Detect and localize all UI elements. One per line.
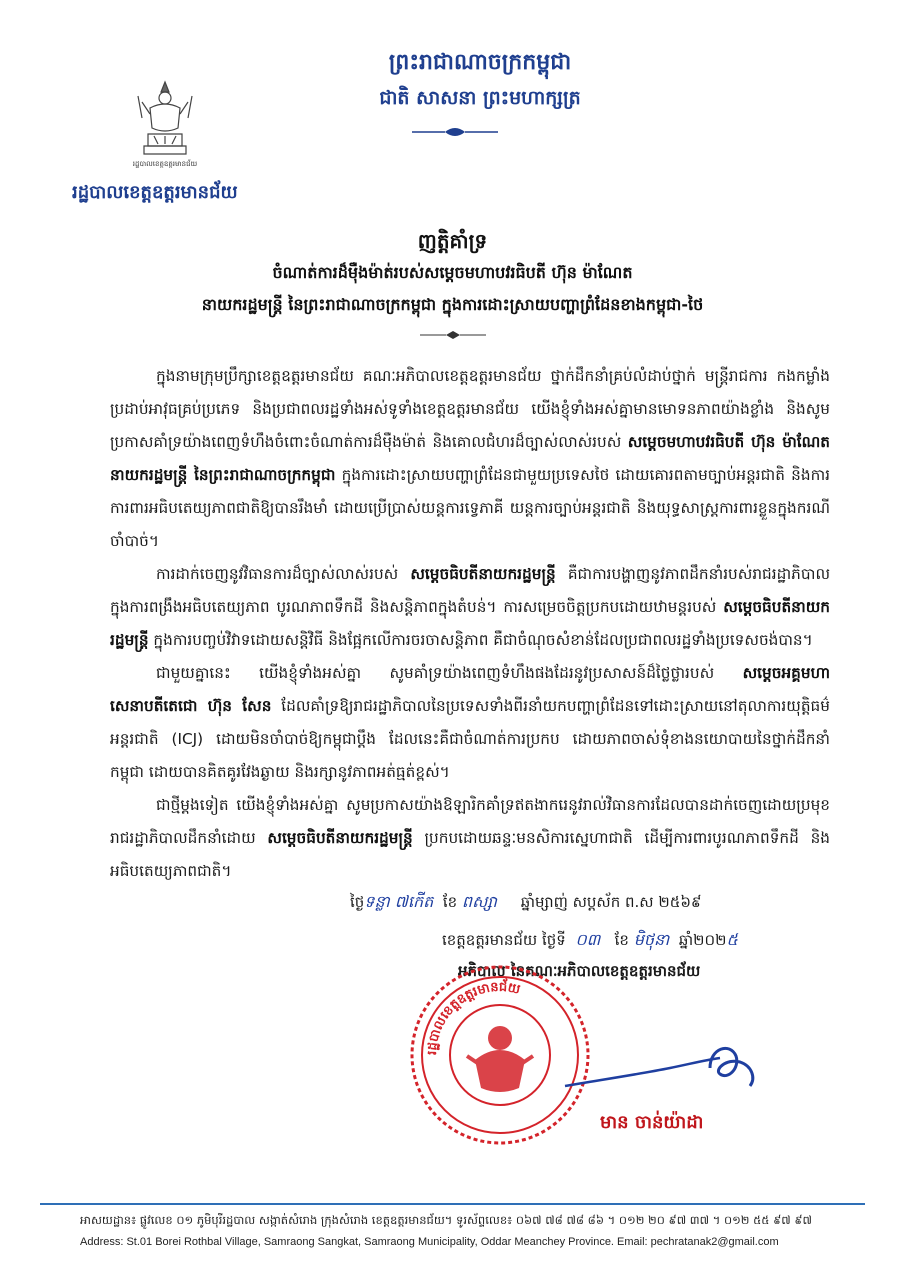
handwritten-day: ០៣ xyxy=(575,930,601,949)
handwritten-year-digit: ៥ xyxy=(726,930,738,949)
pm-title-emphasis: សម្ដេចធិបតីនាយករដ្ឋមន្ត្រី xyxy=(267,829,413,847)
signer-name: មាន ចាន់យ៉ាដា xyxy=(600,1112,704,1133)
solar-date: ខេត្តឧត្តរមានជ័យ ថ្ងៃទី ០៣ ខែ មិថុនា ឆ្នាំ២០២៥ xyxy=(442,930,738,949)
handwritten-lunar-month: ពស្សា xyxy=(461,892,497,911)
paragraph-1: ក្នុងនាមក្រុមប្រឹក្សាខេត្តឧត្តរមានជ័យ គណៈអភិបាលខេត្តឧត្តរមានជ័យ ថ្នាក់ដឹកនាំគ្រប់លំដាប់ថ្នាក់ មន្ត្រីរាជការ កងកម្លាំងប្រដាប់អាវុធគ្រប់ប្រភេទ និងប្រជាពលរដ្ឋទាំងអស់ទូទាំងខេត្តឧត្តរមានជ័យ យើងខ្ញុំទាំងអស់គ្នាមានមោទនភាពយ៉ាងខ្លាំង និងសូមប្រកាសគាំទ្រយ៉ាងពេញទំហឹងចំពោះចំណាត់ការដ៏ម៉ឺងម៉ាត់ និងគោលជំហរដ៏ច្បាស់លាស់របស់ សម្ដេចមហាបវរធិបតី ហ៊ុន ម៉ាណែត នាយករដ្ឋមន្ត្រី នៃព្រះរាជាណាចក្រកម្ពុជា ក្នុងការដោះស្រាយបញ្ហាព្រំដែនជាមួយប្រទេសថៃ ដោយគោរពតាមច្បាប់អន្តរជាតិ និងការការពារអធិបតេយ្យភាពជាតិឱ្យបានរឹងមាំ ដោយប្រើប្រាស់យន្តការទ្វេភាគី យន្តការច្បាប់អន្តរជាតិ និងយុទ្ធសាស្ត្រការពារខ្លួនក្នុងករណីចាំបាច់។ xyxy=(110,367,830,550)
pm-title-emphasis: សម្ដេចធិបតីនាយករដ្ឋមន្ត្រី xyxy=(410,565,556,583)
royal-emblem-icon xyxy=(128,78,202,162)
signer-title: អភិបាល នៃគណៈអភិបាលខេត្តឧត្តរមានជ័យ xyxy=(458,962,701,980)
footer-divider xyxy=(40,1203,865,1205)
national-motto: ជាតិ សាសនា ព្រះមហាក្សត្រ xyxy=(379,87,581,109)
document-body xyxy=(110,360,830,888)
seal-text: រដ្ឋបាលខេត្តឧត្តរមានជ័យ xyxy=(424,979,522,1056)
document-subtitle-line2: នាយករដ្ឋមន្ត្រី នៃព្រះរាជាណាចក្រកម្ពុជា ក្នុងការដោះស្រាយបញ្ហាព្រំដែនខាងកម្ពុជា-ថៃ xyxy=(201,295,704,314)
lunar-date: ថ្ងៃទន្លា ៧កើត ខែ ពស្សា ឆ្នាំម្សាញ់ សប្តស័ក ព.ស ២៥៦៩ xyxy=(350,892,702,911)
handwritten-lunar-day: ទន្លា ៧កើត xyxy=(364,892,434,911)
paragraph-3: ជាមួយគ្នានេះ យើងខ្ញុំទាំងអស់គ្នា សូមគាំទ្រយ៉ាងពេញទំហឹងផងដែរនូវប្រសាសន៍ដ៏ថ្លៃថ្លារបស់ សម្ដេចអគ្គមហាសេនាបតីតេជោ ហ៊ុន សែន ដែលគាំទ្រឱ្យរាជរដ្ឋាភិបាលនៃប្រទេសទាំងពីរនាំយកបញ្ហាព្រំដែនទៅដោះស្រាយនៅតុលាការយុត្តិធម៌អន្តរជាតិ (ICJ) ដោយមិនចាំបាច់ឱ្យកម្ពុជាប្ដឹង ដែលនេះគឺជាចំណាត់ការប្រកប ដោយភាពចាស់ទុំខាងនយោបាយនៃថ្នាក់ដឹកនាំកម្ពុជា ដោយបានគិតគូរវែងឆ្ងាយ និងរក្សានូវភាពអត់ធ្មត់ខ្ពស់។ xyxy=(110,664,830,781)
kingdom-heading: ព្រះរាជាណាចក្រកម្ពុជា xyxy=(388,50,572,75)
document-subtitle-line1: ចំណាត់ការដ៏ម៉ឺងម៉ាត់របស់សម្ដេចមហាបវរធិបតី ហ៊ុន ម៉ាណែត xyxy=(272,263,633,282)
paragraph-4: ជាថ្មីម្ដងទៀត យើងខ្ញុំទាំងអស់គ្នា សូមប្រកាសយ៉ាងឱឡារិកគាំទ្រឥតងាករេនូវរាល់វិធានការដែលបានដាក់ចេញដោយប្រមុខរាជរដ្ឋាភិបាលដឹកនាំដោយ សម្ដេចធិបតីនាយករដ្ឋមន្ត្រី ប្រកបដោយឆន្ទៈមនសិការស្នេហាជាតិ ដើម្បីការពារបូរណភាពទឹកដី និងអធិបតេយ្យភាពជាតិ។ xyxy=(110,796,830,880)
signature-icon xyxy=(560,1028,770,1098)
hun-sen-name-emphasis: សម្ដេចអគ្គមហាសេនាបតីតេជោ ហ៊ុន សែន xyxy=(110,664,830,715)
emblem-caption: រដ្ឋបាលខេត្តឧត្តរមានជ័យ xyxy=(132,160,198,168)
pm-title-emphasis: សម្ដេចធិបតីនាយករដ្ឋមន្ត្រី xyxy=(110,598,830,649)
title-divider-icon xyxy=(420,330,486,340)
issuing-authority: រដ្ឋបាលខេត្តឧត្តរមានជ័យ xyxy=(72,182,238,203)
pm-name-emphasis: សម្ដេចមហាបវរធិបតី ហ៊ុន ម៉ាណែត នាយករដ្ឋមន្ត្រី នៃព្រះរាជាណាចក្រកម្ពុជា xyxy=(110,433,830,484)
ornament-divider-icon xyxy=(410,124,500,140)
footer-address-khmer: អាសយដ្ឋាន៖ ផ្លូវលេខ ០១ ភូមិបុរីរដ្ឋបាល សង្កាត់សំរោង ក្រុងសំរោង ខេត្តឧត្តរមានជ័យ។ ទូរស័ព្ទលេខ៖ ០៦៧ ៧៨ ៧៨ ៨៦ ។ ០១២ ២០ ៩៧ ៣៧ ។ ០១២ ៥៥ ៩៧ ៩៧ xyxy=(80,1213,812,1227)
handwritten-month: មិថុនា xyxy=(633,930,670,949)
footer-address-english: Address: St.01 Borei Rothbal Village, Samraong Sangkat, Samraong Municipality, Oddar Meanchey Province. Email: pechratanak2@gmail.com xyxy=(80,1236,779,1248)
paragraph-2: ការដាក់ចេញនូវវិធានការដ៏ច្បាស់លាស់របស់ សម្ដេចធិបតីនាយករដ្ឋមន្ត្រី គឺជាការបង្ហាញនូវភាពដឹកនាំរបស់រាជរដ្ឋាភិបាល ក្នុងការពង្រឹងអធិបតេយ្យភាព បូរណភាពទឹកដី និងសន្តិភាពក្នុងតំបន់។ ការសម្រេចចិត្តប្រកបដោយឋាមន្តរបស់ សម្ដេចធិបតីនាយករដ្ឋមន្ត្រី ក្នុងការបញ្ចប់វិវាទដោយសន្តិវិធី និងផ្អែកលើការចរចាសន្តិភាព គឺជាចំណុចសំខាន់ដែលប្រជាពលរដ្ឋទាំងប្រទេសចង់បាន។ xyxy=(110,565,831,649)
document-title: ញត្តិគាំទ្រ xyxy=(417,229,488,253)
